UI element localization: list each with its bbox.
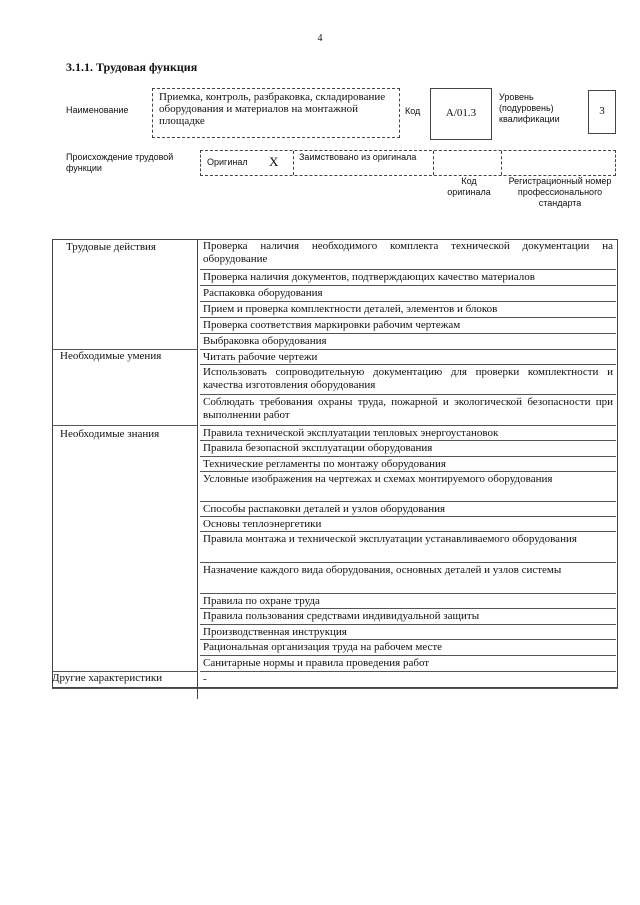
- skill-row: Соблюдать требования охраны труда, пожарной и экологической безопасности при выполнении работ: [200, 395, 616, 426]
- skill-row: Читать рабочие чертежи: [200, 350, 616, 365]
- origin-divider: [501, 151, 502, 175]
- caption-registration-number: Регистрационный номер профессионального стандарта: [508, 176, 612, 208]
- skill-row: Использовать сопроводительную документацию для проверки комплектности и качества изготовления оборудования: [200, 365, 616, 395]
- knowledge-row: Основы теплоэнергетики: [200, 517, 616, 532]
- origin-label: Происхождение трудовой функции: [66, 152, 174, 173]
- name-label: Наименование: [66, 105, 129, 115]
- group-label-skills: Необходимые умения: [60, 350, 162, 362]
- function-name-box: Приемка, контроль, разбраковка, складирование оборудования и материалов на монтажной площадке: [152, 88, 400, 138]
- group-label-actions: Трудовые действия: [66, 241, 156, 253]
- table-bottom-line: [52, 688, 618, 689]
- origin-divider: [293, 151, 294, 175]
- group-separator: [52, 671, 198, 672]
- action-row: Прием и проверка комплектности деталей, элементов и блоков: [200, 302, 616, 318]
- knowledge-row: Назначение каждого вида оборудования, основных деталей и узлов системы: [200, 563, 616, 594]
- function-code-box: А/01.3: [430, 88, 492, 140]
- origin-borrowed-label: Заимствовано из оригинала: [299, 152, 417, 162]
- section-title: 3.1.1. Трудовая функция: [66, 60, 198, 74]
- knowledge-row: Правила технической эксплуатации тепловых энергоустановок: [200, 426, 616, 441]
- group-label-knowledge: Необходимые знания: [60, 428, 160, 440]
- qualification-level-label: Уровень (подуровень) квалификации: [499, 92, 560, 124]
- action-row: Выбраковка оборудования: [200, 334, 616, 350]
- knowledge-row: Производственная инструкция: [200, 625, 616, 640]
- table-divider: [197, 239, 198, 699]
- knowledge-row: Способы распаковки деталей и узлов оборудования: [200, 502, 616, 517]
- knowledge-row: Технические регламенты по монтажу оборудования: [200, 457, 616, 472]
- knowledge-row: Условные изображения на чертежах и схемах монтируемого оборудования: [200, 472, 616, 502]
- knowledge-row: Правила по охране труда: [200, 594, 616, 609]
- action-row: Распаковка оборудования: [200, 286, 616, 302]
- origin-row: [200, 150, 616, 176]
- other-characteristics-value: -: [203, 673, 207, 685]
- knowledge-row: Правила пользования средствами индивидуальной защиты: [200, 609, 616, 625]
- knowledge-row: Рациональная организация труда на рабочем месте: [200, 640, 616, 656]
- action-row: Проверка соответствия маркировки рабочим чертежам: [200, 318, 616, 334]
- knowledge-row: Правила безопасной эксплуатации оборудования: [200, 441, 616, 457]
- origin-divider: [433, 151, 434, 175]
- action-row: Проверка наличия документов, подтверждающих качество материалов: [200, 270, 616, 286]
- page-number: 4: [317, 33, 323, 44]
- origin-original-label: Оригинал: [207, 157, 248, 167]
- caption-code-original: Код оригинала: [447, 176, 491, 197]
- action-row: Проверка наличия необходимого комплекта технической документации на оборудование: [200, 239, 616, 270]
- knowledge-row: Правила монтажа и технической эксплуатации устанавливаемого оборудования: [200, 532, 616, 563]
- origin-mark: X: [269, 154, 279, 169]
- qualification-level-box: 3: [588, 90, 616, 134]
- code-label: Код: [405, 106, 421, 116]
- knowledge-row: Санитарные нормы и правила проведения работ: [200, 656, 616, 672]
- group-separator: [52, 425, 198, 426]
- group-label-other: Другие характеристики: [52, 672, 163, 684]
- group-separator: [52, 349, 198, 350]
